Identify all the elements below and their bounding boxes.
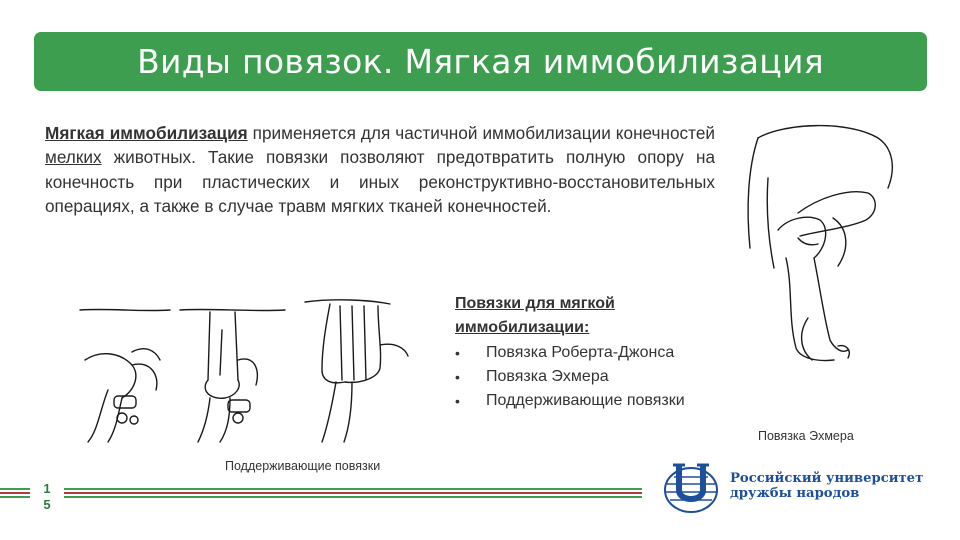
list-item: • Поддерживающие повязки [455,389,685,413]
logo-line-2: дружбы народов [730,485,860,501]
page-title: Виды повязок. Мягкая иммобилизация [137,42,824,81]
ehmer-bandage-illustration [738,118,900,374]
support-bandage-caption: Поддерживающие повязки [225,459,381,473]
globe-u-icon [662,462,720,514]
list-item: • Повязка Эхмера [455,365,685,389]
body-part-1: применяется для частичной иммобилизации конечностей [247,123,715,143]
lead-term: Мягкая иммобилизация [45,123,248,143]
body-part-2: животных. Такие повязки позволяют предотвратить полную опору на конечность при пластических и иных реконструктивно-восстановительных операциях, а также в случае травм мягких тканей конечностей. [45,147,715,217]
title-bar [34,32,927,91]
bandages-list-items [455,341,685,413]
bandages-list-title: Повязки для мягкой иммобилизации: [455,295,615,336]
page-number: 1 5 [43,481,51,512]
logo-line-1: Российский университет [730,471,924,486]
support-bandage-illustration [60,290,425,450]
body-paragraph [45,121,715,219]
bandages-list [455,292,685,413]
small-word: мелких [45,147,102,168]
university-logo [662,462,932,514]
ehmer-bandage-caption: Повязка Эхмера [758,429,854,443]
list-item: • Повязка Роберта-Джонса [455,341,685,365]
